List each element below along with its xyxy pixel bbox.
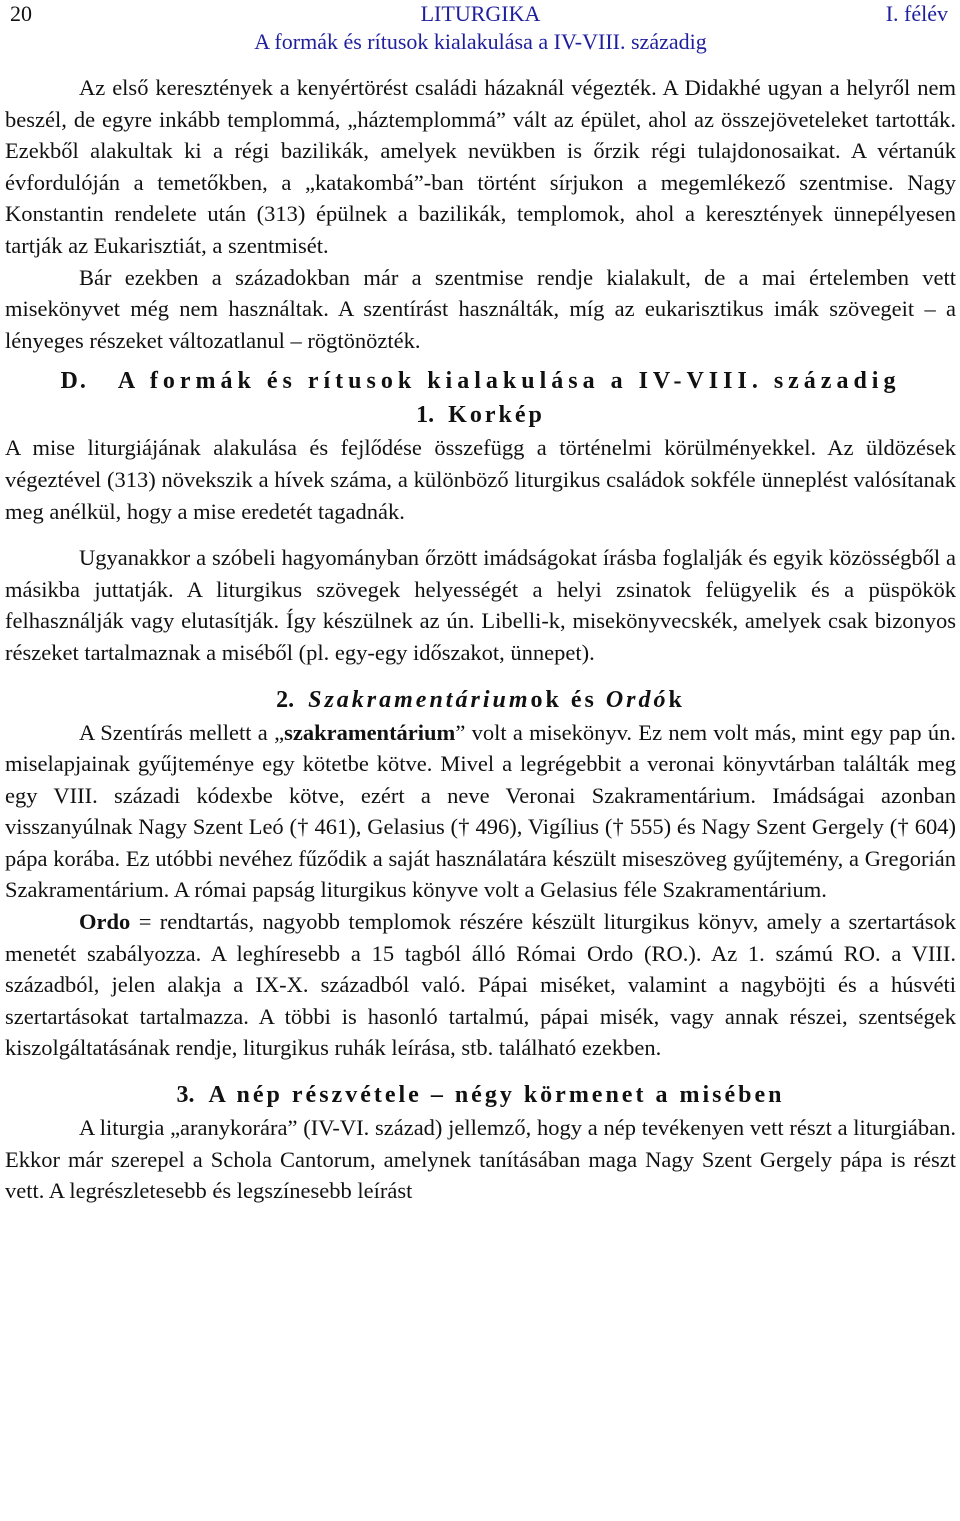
subsection-2-title-a: Szakramentárium (308, 686, 531, 713)
paragraph-5 (5, 717, 956, 907)
section-d-number: D. (60, 368, 88, 395)
paragraph-5-pre: A Szentírás mellett a „ (79, 719, 285, 745)
header-semester: I. félév (885, 1, 948, 26)
subsection-3-number: 3. (176, 1082, 195, 1109)
paragraph-5-post: ” volt a misekönyv. Ez nem volt más, mint egy pap ún. miselapjainak gyűjteménye egy kötetbe kötve. Mivel a legrégebbit a veronai könyvtárban találták meg egy VIII. századi kódexbe kötve, ezért a neve Veronai Szakramentárium. Imádságai azonban visszanyúlnak Nagy Szent Leó († 461), Gelasius († 496), Vigílius († 555) és Nagy Szent Gergely († 604) pápa korába. Ez utóbbi nevéhez fűződik a saját használatára készült miseszöveg gyűjtemény, a Gregorián Szakramentárium. A római papság liturgikus könyve volt a Gelasius féle Szakramentárium. (5, 719, 957, 903)
paragraph-4: Ugyanakkor a szóbeli hagyományban őrzött imádságokat írásba foglalják és egyik közösségből a másikba juttatják. A liturgikus szövegek helyességét a helyi zsinatok felügyelik és a püspökök felhasználják vagy elutasítják. Így készülnek az ún. Libelli-k, misekönyvecskék, amelyek csak bizonyos részeket tartalmaznak a miséből (pl. egy-egy időszakot, ünnepet). (5, 545, 956, 665)
spacer (5, 527, 956, 542)
term-ordo: Ordo (79, 909, 131, 935)
subsection-1-number: 1. (416, 402, 435, 429)
paragraph-1: Az első keresztények a kenyértörést családi házaknál végezték. A Didakhé ugyan a helyről nem beszél, de egyre inkább templommá, „háztemplommá” vált az épület, ahol az összejöveteleket tartották. Ezekből alakultak ki a régi bazilikák, amelyek nevükben is őrzik régi tulajdonosaikat. A vértanúk évfordulóján a temetőkben, a „katakombá”-ban történt sírjukon a megemlékező szentmise. Nagy Konstantin rendelete után (313) épülnek a bazilikák, templomok, ahol a keresztények ünnepélyesen tartják az Eukarisztiát, a szentmisét. (5, 75, 956, 258)
subsection-2-title-d: k (668, 686, 685, 713)
subsection-3-title: A nép részvétele – négy körmenet a misében (208, 1082, 785, 1109)
section-d-title: A formák és rítusok kialakulása a IV-VIII. századig (117, 368, 901, 395)
term-szakramentarium: szakramentárium (284, 719, 456, 745)
subsection-2-heading (5, 683, 956, 717)
header-title: LITURGIKA (420, 1, 541, 26)
subsection-1-heading (5, 398, 956, 432)
page-number: 20 (10, 1, 32, 26)
page-header (5, 0, 956, 60)
subsection-2-title-c: Ordó (605, 686, 669, 713)
subsection-3-heading (5, 1078, 956, 1112)
paragraph-6 (5, 906, 956, 1064)
header-subtitle: A formák és rítusok kialakulása a IV-VIII. századig (254, 29, 707, 54)
paragraph-2: Bár ezekben a századokban már a szentmise rendje kialakult, de a mai értelemben vett misekönyvet még nem használtak. A szentírást használták, míg az eukarisztikus imák szövegeit – a lényeges részeket változatlanul – rögtönözték. (5, 264, 956, 353)
subsection-1-title: Korkép (448, 402, 545, 429)
paragraph-6-post: = rendtartás, nagyobb templomok részére készült liturgikus könyv, amely a szertartások menetét szabályozza. A leghíresebb a 15 tagból álló Római Ordo (RO.). Az 1. számú RO. a VIII. századból, jelen alakja a IX-X. századból való. Pápai miséket, valamint a nagyböjti és a húsvéti szertartásokat tartalmazza. A többi is hasonló tartalmú, pápai misék, vagy annak részei, szentségek kiszolgáltatásának rendje, liturgikus ruhák leírása, stb. található ezekben. (5, 909, 956, 1061)
subsection-2-title-b: ok és (530, 686, 597, 713)
subsection-2-number: 2. (276, 686, 295, 713)
paragraph-7: A liturgia „aranykorára” (IV-VI. század) jellemző, hogy a nép tevékenyen vett részt a liturgiában. Ekkor már szerepel a Schola Cantorum, amelynek tanításában maga Nagy Szent Gergely pápa is részt vett. A legrészletesebb és legszínesebb leírást (5, 1115, 956, 1204)
section-d-heading (5, 364, 956, 398)
paragraph-3: A mise liturgiájának alakulása és fejlődése összefügg a történelmi körülményekkel. Az üldözések végeztével (313) növekszik a hívek száma, a különböző liturgikus családok sokféle ünneplést valósítanak meg anélkül, hogy a mise eredetét tagadnák. (5, 435, 956, 524)
